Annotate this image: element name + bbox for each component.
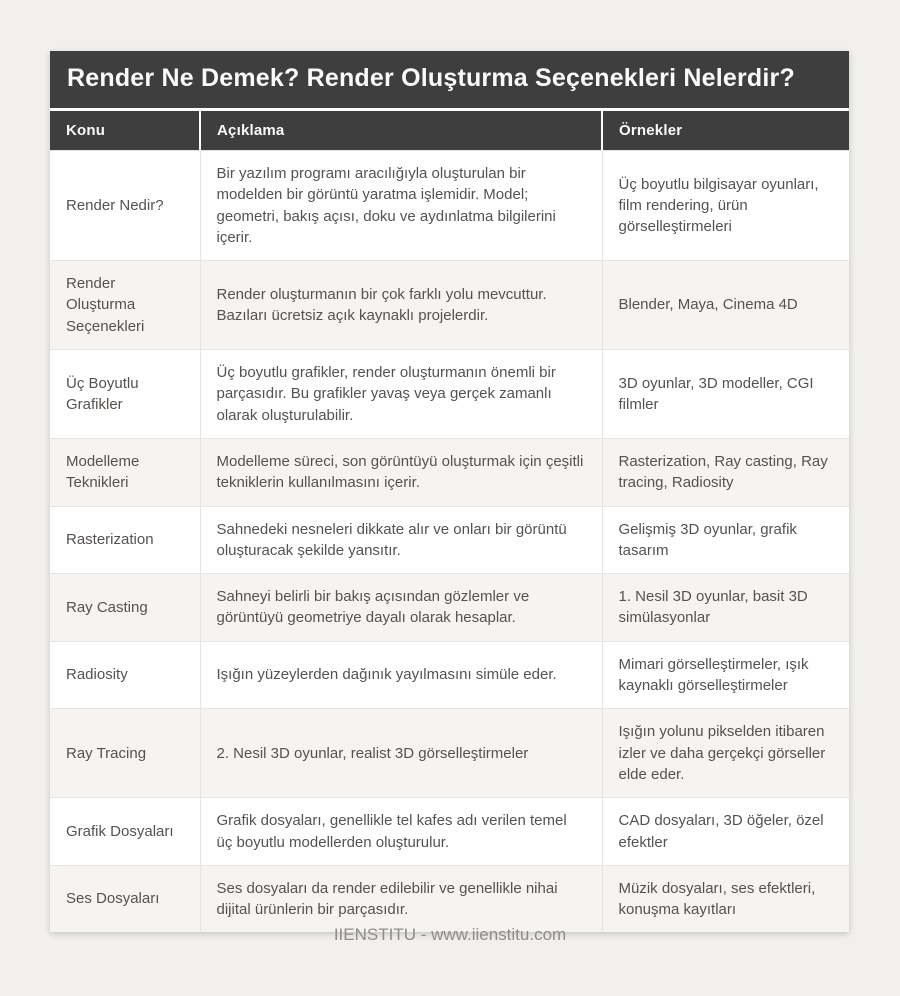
cell-aciklama: Render oluşturmanın bir çok farklı yolu mevcuttur. Bazıları ücretsiz açık kaynaklı projelerdir.	[200, 261, 602, 350]
table-row	[50, 798, 849, 866]
table-row	[50, 865, 849, 932]
cell-ornekler: Gelişmiş 3D oyunlar, grafik tasarım	[602, 506, 849, 574]
table-row	[50, 261, 849, 350]
cell-ornekler: Üç boyutlu bilgisayar oyunları, film rendering, ürün görselleştirmeleri	[602, 151, 849, 261]
cell-ornekler: Müzik dosyaları, ses efektleri, konuşma kayıtları	[602, 865, 849, 932]
page-title: Render Ne Demek? Render Oluşturma Seçenekleri Nelerdir?	[50, 51, 849, 111]
render-info-card	[50, 51, 849, 932]
cell-aciklama: Sahneyi belirli bir bakış açısından gözlemler ve görüntüyü geometriye dayalı olarak hesaplar.	[200, 574, 602, 642]
cell-ornekler: Rasterization, Ray casting, Ray tracing, Radiosity	[602, 438, 849, 506]
column-header-aciklama: Açıklama	[200, 111, 602, 151]
cell-konu: Grafik Dosyaları	[50, 798, 200, 866]
column-header-ornekler: Örnekler	[602, 111, 849, 151]
cell-aciklama: Sahnedeki nesneleri dikkate alır ve onları bir görüntü oluşturacak şekilde yansıtır.	[200, 506, 602, 574]
cell-ornekler: Mimari görselleştirmeler, ışık kaynaklı görselleştirmeler	[602, 641, 849, 709]
cell-aciklama: 2. Nesil 3D oyunlar, realist 3D görselleştirmeler	[200, 709, 602, 798]
table-header	[50, 111, 849, 151]
cell-aciklama: Modelleme süreci, son görüntüyü oluşturmak için çeşitli tekniklerin kullanılmasını içerir.	[200, 438, 602, 506]
cell-konu: Rasterization	[50, 506, 200, 574]
cell-konu: Ray Casting	[50, 574, 200, 642]
cell-konu: Ray Tracing	[50, 709, 200, 798]
table-header-row	[50, 111, 849, 151]
footer-credit: IIENSTITU - www.iienstitu.com	[333, 925, 567, 944]
cell-aciklama: Üç boyutlu grafikler, render oluşturmanın önemli bir parçasıdır. Bu grafikler yavaş veya gerçek zamanlı olarak oluşturulabilir.	[200, 350, 602, 439]
cell-ornekler: Işığın yolunu pikselden itibaren izler ve daha gerçekçi görseller elde eder.	[602, 709, 849, 798]
cell-konu: Render Nedir?	[50, 151, 200, 261]
table-row	[50, 506, 849, 574]
table-body	[50, 151, 849, 933]
cell-konu: Üç Boyutlu Grafikler	[50, 350, 200, 439]
table-row	[50, 574, 849, 642]
cell-konu: Modelleme Teknikleri	[50, 438, 200, 506]
table-row	[50, 151, 849, 261]
cell-ornekler: CAD dosyaları, 3D öğeler, özel efektler	[602, 798, 849, 866]
cell-ornekler: 3D oyunlar, 3D modeller, CGI filmler	[602, 350, 849, 439]
column-header-konu: Konu	[50, 111, 200, 151]
render-options-table	[50, 111, 849, 932]
cell-aciklama: Ses dosyaları da render edilebilir ve genellikle nihai dijital ürünlerin bir parçasıdır.	[200, 865, 602, 932]
table-row	[50, 709, 849, 798]
cell-konu: Render Oluşturma Seçenekleri	[50, 261, 200, 350]
cell-konu: Ses Dosyaları	[50, 865, 200, 932]
table-row	[50, 438, 849, 506]
cell-aciklama: Grafik dosyaları, genellikle tel kafes adı verilen temel üç boyutlu modellerden oluşturulur.	[200, 798, 602, 866]
cell-konu: Radiosity	[50, 641, 200, 709]
cell-ornekler: 1. Nesil 3D oyunlar, basit 3D simülasyonlar	[602, 574, 849, 642]
cell-aciklama: Işığın yüzeylerden dağınık yayılmasını simüle eder.	[200, 641, 602, 709]
table-row	[50, 641, 849, 709]
table-row	[50, 350, 849, 439]
cell-aciklama: Bir yazılım programı aracılığıyla oluşturulan bir modelden bir görüntü yaratma işlemidir. Model; geometri, bakış açısı, doku ve aydınlatma bilgilerini içerir.	[200, 151, 602, 261]
cell-ornekler: Blender, Maya, Cinema 4D	[602, 261, 849, 350]
